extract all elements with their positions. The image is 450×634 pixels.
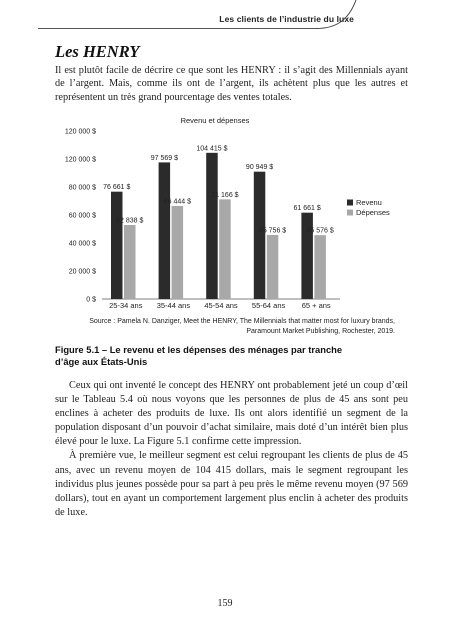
data-label: 45 576 $ (306, 227, 334, 235)
y-tick-label: 120 000 $ (64, 156, 96, 164)
x-tick-label: 45-54 ans (204, 301, 238, 310)
intro-paragraph: Il est plutôt facile de décrire ce que sont les HENRY : il s’agit des Millennials ayant de l’argent. Mais, comme ils ont de l’argent, ils achètent plus que les autres et représentent un très grand pourcentage des ventes totales. (55, 65, 408, 103)
y-tick-label: 60 000 $ (68, 212, 96, 220)
legend-swatch (347, 210, 353, 216)
bar-dpenses (219, 199, 231, 299)
running-head (0, 0, 450, 40)
section-title: Les HENRY (55, 42, 140, 61)
chart (55, 109, 415, 341)
data-label: 66 444 $ (163, 198, 191, 206)
running-title: Les clients de l’industrie du luxe (219, 14, 354, 24)
header-rule (38, 28, 316, 29)
data-label: 61 661 $ (293, 205, 321, 213)
data-label: 76 661 $ (103, 184, 131, 192)
bar-revenu (111, 192, 123, 299)
header-swoosh-ornament (316, 0, 376, 30)
bar-revenu (206, 153, 218, 299)
x-tick-label: 55-64 ans (251, 301, 286, 310)
x-tick-label: 65 + ans (301, 301, 331, 310)
legend-label: Revenu (356, 198, 382, 207)
chart-source-line-2: Paramount Market Publishing, Rochester, 2019. (246, 328, 395, 335)
y-tick-label: 120 000 $ (64, 128, 96, 136)
y-tick-label: 40 000 $ (68, 240, 96, 248)
data-label: 97 569 $ (150, 154, 178, 162)
bar-dpenses (124, 225, 136, 299)
bar-dpenses (172, 206, 184, 299)
legend-swatch (347, 200, 353, 206)
chart-source-line-1: Source : Pamela N. Danziger, Meet the HENRY, The Millennials that matter most for luxury brands, (89, 318, 395, 325)
body-text (55, 379, 408, 520)
data-label: 45 756 $ (258, 227, 287, 235)
page-number: 159 (217, 598, 233, 609)
y-tick-label: 80 000 $ (68, 184, 96, 192)
bar-revenu (254, 172, 265, 299)
bar-dpenses (314, 235, 326, 299)
data-label: 104 415 $ (196, 145, 228, 153)
legend-label: Dépenses (356, 208, 390, 217)
bar-dpenses (267, 235, 279, 299)
body-paragraph-2: À première vue, le meilleur segment est celui regroupant les clients de plus de 45 ans, avec un revenu moyen de 104 415 dollars, mais le segment regroupant les individus plus jeunes possède pour sa part à peu près le même revenu moyen (97 569 dollars), tout en ayant un comportement largement plus enclin à acheter des produits de luxe. (55, 450, 408, 518)
figure-caption: Figure 5.1 – Le revenu et les dépenses des ménages par tranche d’âge aux États-Unis (55, 344, 343, 367)
x-tick-label: 25-34 ans (109, 301, 143, 310)
data-label: 71 166 $ (211, 191, 239, 199)
bar-revenu (159, 162, 171, 299)
x-tick-label: 35-44 ans (156, 301, 191, 310)
body-paragraph-1: Ceux qui ont inventé le concept des HENRY ont probablement jeté un coup d’œil sur le Tableau 5.4 où nous voyons que les personnes de plus de 45 ans sont peu enclines à acheter des produits de luxe. Ils ont alors identifié un segment de la population disposant d’un pouvoir d’achat similaire, mais doté d’un intérêt bien plus élevé pour le luxe. La Figure 5.1 confirme cette impression. (55, 380, 408, 448)
chart-title: Revenu et dépenses (180, 116, 250, 125)
y-tick-label: 0 $ (86, 296, 96, 304)
y-tick-label: 20 000 $ (68, 268, 96, 276)
data-label: 52 838 $ (116, 217, 144, 225)
bar-revenu (301, 213, 313, 299)
data-label: 90 949 $ (245, 164, 274, 172)
